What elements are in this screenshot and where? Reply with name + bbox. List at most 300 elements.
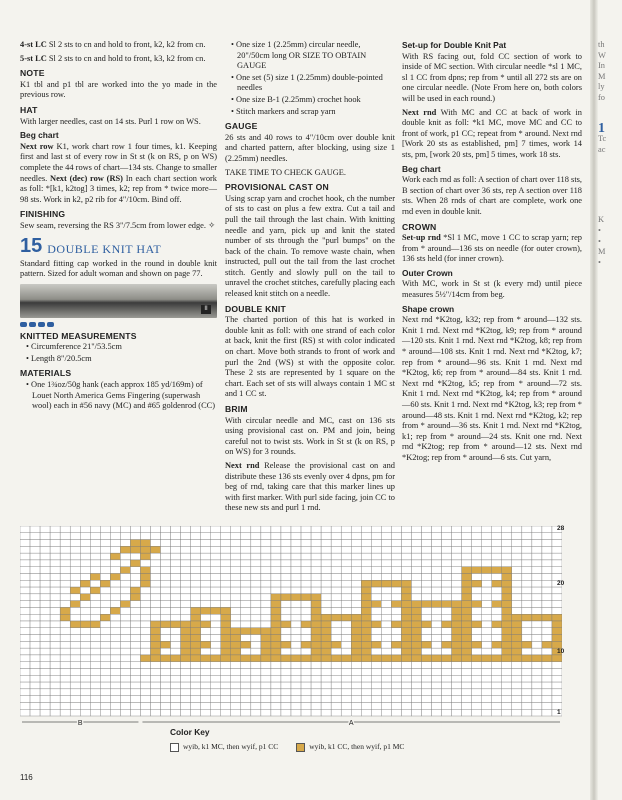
chart-cell bbox=[462, 662, 472, 669]
chart-cell bbox=[472, 648, 482, 655]
chart-cell bbox=[452, 655, 462, 662]
chart-cell bbox=[70, 669, 80, 676]
chart-cell bbox=[120, 669, 130, 676]
chart-cell bbox=[512, 641, 522, 648]
list-item: • One set (5) size 1 (2.25mm) double-pointed needles bbox=[231, 73, 395, 94]
gauge-check: TAKE TIME TO CHECK GAUGE. bbox=[225, 167, 346, 177]
edge-line: ly bbox=[598, 82, 605, 92]
chart-cell bbox=[221, 702, 231, 709]
chart-cell bbox=[482, 662, 492, 669]
chart-cell bbox=[130, 635, 140, 642]
chart-cell bbox=[311, 696, 321, 703]
chart-cell bbox=[472, 587, 482, 594]
chart-cell bbox=[110, 675, 120, 682]
chart-cell bbox=[341, 546, 351, 553]
chart-cell bbox=[512, 594, 522, 601]
chart-cell bbox=[301, 641, 311, 648]
chart-cell bbox=[311, 601, 321, 608]
chart-cell bbox=[100, 533, 110, 540]
chart-cell bbox=[432, 607, 442, 614]
chart-cell bbox=[411, 635, 421, 642]
chart-cell bbox=[542, 675, 552, 682]
chart-cell bbox=[492, 546, 502, 553]
chart-cell bbox=[251, 682, 261, 689]
chart-cell bbox=[110, 682, 120, 689]
chart-cell bbox=[30, 675, 40, 682]
list-item: • One size B-1 (2.25mm) crochet hook bbox=[231, 95, 395, 106]
chart-cell bbox=[341, 669, 351, 676]
chart-cell bbox=[311, 628, 321, 635]
chart-cell bbox=[191, 655, 201, 662]
chart-cell bbox=[231, 655, 241, 662]
hat-text: With larger needles, cast on 14 sts. Purl 1 row on WS. bbox=[20, 116, 201, 126]
chart-cell bbox=[371, 580, 381, 587]
chart-cell bbox=[20, 574, 30, 581]
chart-cell bbox=[371, 682, 381, 689]
chart-cell bbox=[161, 689, 171, 696]
column-3 bbox=[402, 40, 582, 467]
chart-cell bbox=[452, 526, 462, 533]
chart-cell bbox=[432, 696, 442, 703]
chart-cell bbox=[361, 540, 371, 547]
chart-cell bbox=[371, 709, 381, 716]
chart-cell bbox=[341, 696, 351, 703]
chart-cell bbox=[502, 614, 512, 621]
chart-cell bbox=[311, 709, 321, 716]
chart-cell bbox=[291, 574, 301, 581]
chart-cell bbox=[60, 675, 70, 682]
chart-cell bbox=[532, 702, 542, 709]
chart-cell bbox=[401, 567, 411, 574]
chart-cell bbox=[391, 546, 401, 553]
chart-cell bbox=[442, 594, 452, 601]
chart-cell bbox=[20, 580, 30, 587]
chart-cell bbox=[201, 628, 211, 635]
chart-cell bbox=[311, 689, 321, 696]
chart-cell bbox=[452, 567, 462, 574]
list-item: • One size 1 (2.25mm) circular needle, 20"/50cm long OR SIZE TO OBTAIN GAUGE bbox=[231, 40, 395, 72]
chart-cell bbox=[351, 607, 361, 614]
chart-cell bbox=[50, 635, 60, 642]
chart-cell bbox=[522, 546, 532, 553]
chart-cell bbox=[40, 567, 50, 574]
chart-cell bbox=[421, 669, 431, 676]
chart-cell bbox=[331, 696, 341, 703]
chart-cell bbox=[281, 601, 291, 608]
chart-cell bbox=[241, 540, 251, 547]
chart-cell bbox=[271, 607, 281, 614]
chart-cell bbox=[351, 594, 361, 601]
chart-cell bbox=[331, 675, 341, 682]
chart-cell bbox=[472, 614, 482, 621]
chart-cell bbox=[120, 675, 130, 682]
chart-cell bbox=[150, 574, 160, 581]
chart-cell bbox=[542, 540, 552, 547]
beg-chart-heading: Beg chart bbox=[20, 130, 59, 141]
chart-cell bbox=[90, 702, 100, 709]
chart-cell bbox=[161, 580, 171, 587]
chart-cell bbox=[120, 614, 130, 621]
chart-cell bbox=[502, 587, 512, 594]
chart-cell bbox=[401, 682, 411, 689]
chart-cell bbox=[512, 546, 522, 553]
chart-cell bbox=[502, 580, 512, 587]
chart-cell bbox=[90, 621, 100, 628]
chart-cell bbox=[50, 526, 60, 533]
chart-cell bbox=[30, 594, 40, 601]
chart-cell bbox=[60, 601, 70, 608]
chart-cell bbox=[411, 574, 421, 581]
chart-cell bbox=[140, 655, 150, 662]
chart-cell bbox=[361, 702, 371, 709]
chart-cell bbox=[301, 655, 311, 662]
chart-cell bbox=[311, 594, 321, 601]
chart-cell bbox=[241, 648, 251, 655]
chart-cell bbox=[130, 696, 140, 703]
chart-cell bbox=[150, 621, 160, 628]
chart-cell bbox=[421, 675, 431, 682]
chart-cell bbox=[120, 574, 130, 581]
chart-cell bbox=[452, 587, 462, 594]
chart-cell bbox=[442, 709, 452, 716]
chart-cell bbox=[462, 702, 472, 709]
chart-cell bbox=[381, 655, 391, 662]
chart-cell bbox=[60, 689, 70, 696]
chart-cell bbox=[522, 567, 532, 574]
chart-cell bbox=[60, 607, 70, 614]
chart-cell bbox=[161, 662, 171, 669]
chart-cell bbox=[472, 628, 482, 635]
chart-cell bbox=[512, 574, 522, 581]
chart-cell bbox=[50, 614, 60, 621]
chart-cell bbox=[100, 641, 110, 648]
chart-cell bbox=[321, 696, 331, 703]
chart-cell bbox=[150, 567, 160, 574]
chart-cell bbox=[371, 560, 381, 567]
chart-cell bbox=[331, 526, 341, 533]
chart-cell bbox=[60, 614, 70, 621]
chart-cell bbox=[110, 607, 120, 614]
chart-cell bbox=[532, 628, 542, 635]
chart-cell bbox=[30, 702, 40, 709]
chart-cell bbox=[532, 641, 542, 648]
chart-cell bbox=[522, 614, 532, 621]
chart-cell bbox=[130, 648, 140, 655]
chart-cell bbox=[211, 628, 221, 635]
chart-cell bbox=[110, 567, 120, 574]
chart-cell bbox=[361, 696, 371, 703]
chart-cell bbox=[442, 641, 452, 648]
chart-cell bbox=[341, 621, 351, 628]
chart-cell bbox=[130, 682, 140, 689]
chart-cell bbox=[130, 540, 140, 547]
chart-cell bbox=[150, 526, 160, 533]
chart-cell bbox=[251, 621, 261, 628]
chart-cell bbox=[331, 587, 341, 594]
chart-cell bbox=[522, 526, 532, 533]
chart-row-label: 1 bbox=[557, 708, 561, 716]
chart-cell bbox=[432, 533, 442, 540]
chart-cell bbox=[150, 607, 160, 614]
chart-cell bbox=[321, 648, 331, 655]
chart-cell bbox=[90, 669, 100, 676]
chart-cell bbox=[351, 628, 361, 635]
chart-cell bbox=[482, 540, 492, 547]
chart-cell bbox=[381, 689, 391, 696]
chart-cell bbox=[271, 669, 281, 676]
chart-cell bbox=[331, 560, 341, 567]
chart-cell bbox=[181, 553, 191, 560]
chart-cell bbox=[492, 594, 502, 601]
chart-cell bbox=[20, 567, 30, 574]
chart-cell bbox=[241, 675, 251, 682]
chart-cell bbox=[50, 682, 60, 689]
chart-cell bbox=[70, 560, 80, 567]
chart-cell bbox=[80, 635, 90, 642]
chart-cell bbox=[311, 648, 321, 655]
chart-cell bbox=[191, 546, 201, 553]
chart-cell bbox=[50, 709, 60, 716]
chart-cell bbox=[482, 587, 492, 594]
chart-cell bbox=[150, 533, 160, 540]
chart-cell bbox=[60, 580, 70, 587]
chart-cell bbox=[381, 567, 391, 574]
chart-cell bbox=[522, 675, 532, 682]
chart-cell bbox=[100, 574, 110, 581]
chart-cell bbox=[542, 682, 552, 689]
chart-cell bbox=[70, 601, 80, 608]
page-gutter bbox=[590, 0, 598, 800]
chart-cell bbox=[522, 689, 532, 696]
chart-cell bbox=[371, 628, 381, 635]
chart-cell bbox=[361, 580, 371, 587]
chart-cell bbox=[120, 567, 130, 574]
chart-cell bbox=[341, 709, 351, 716]
chart-cell bbox=[140, 580, 150, 587]
chart-cell bbox=[301, 574, 311, 581]
chart-cell bbox=[140, 567, 150, 574]
chart-cell bbox=[221, 669, 231, 676]
chart-cell bbox=[130, 675, 140, 682]
edge-line: W bbox=[598, 50, 606, 60]
chart-cell bbox=[251, 580, 261, 587]
chart-cell bbox=[512, 628, 522, 635]
chart-cell bbox=[301, 621, 311, 628]
chart-cell bbox=[452, 580, 462, 587]
chart-cell bbox=[351, 540, 361, 547]
chart-cell bbox=[361, 662, 371, 669]
chart-cell bbox=[20, 607, 30, 614]
chart-cell bbox=[442, 689, 452, 696]
chart-cell bbox=[271, 696, 281, 703]
chart-cell bbox=[391, 587, 401, 594]
chart-cell bbox=[472, 669, 482, 676]
chart-cell bbox=[331, 669, 341, 676]
chart-cell bbox=[171, 702, 181, 709]
chart-cell bbox=[361, 669, 371, 676]
chart-cell bbox=[161, 641, 171, 648]
chart-cell bbox=[411, 696, 421, 703]
chart-cell bbox=[512, 553, 522, 560]
chart-cell bbox=[50, 669, 60, 676]
chart-cell bbox=[401, 540, 411, 547]
chart-cell bbox=[231, 702, 241, 709]
chart-cell bbox=[110, 621, 120, 628]
chart-cell bbox=[201, 533, 211, 540]
chart-cell bbox=[421, 567, 431, 574]
chart-cell bbox=[50, 580, 60, 587]
chart-cell bbox=[341, 614, 351, 621]
chart-cell bbox=[211, 641, 221, 648]
chart-cell bbox=[301, 533, 311, 540]
chart-cell bbox=[20, 669, 30, 676]
chart-cell bbox=[502, 526, 512, 533]
chart-cell bbox=[391, 607, 401, 614]
chart-cell bbox=[30, 580, 40, 587]
chart-cell bbox=[251, 675, 261, 682]
chart-cell bbox=[271, 662, 281, 669]
chart-cell bbox=[482, 628, 492, 635]
color-key-title: Color Key bbox=[170, 727, 210, 737]
chart-cell bbox=[421, 628, 431, 635]
chart-cell bbox=[251, 607, 261, 614]
chart-cell bbox=[20, 696, 30, 703]
chart-cell bbox=[130, 526, 140, 533]
chart-cell bbox=[281, 655, 291, 662]
chart-cell bbox=[221, 540, 231, 547]
chart-cell bbox=[281, 669, 291, 676]
chart-cell bbox=[512, 587, 522, 594]
gauge-heading: GAUGE bbox=[225, 121, 258, 132]
chart-cell bbox=[492, 601, 502, 608]
chart-cell bbox=[181, 648, 191, 655]
chart-cell bbox=[432, 621, 442, 628]
chart-cell bbox=[261, 567, 271, 574]
chart-cell bbox=[90, 614, 100, 621]
chart-cell bbox=[211, 635, 221, 642]
chart-cell bbox=[381, 696, 391, 703]
chart-cell bbox=[301, 580, 311, 587]
chart-cell bbox=[90, 567, 100, 574]
chart-cell bbox=[401, 689, 411, 696]
chart-cell bbox=[251, 662, 261, 669]
chart-cell bbox=[361, 614, 371, 621]
chart-cell bbox=[482, 601, 492, 608]
chart-cell bbox=[522, 641, 532, 648]
chart-cell bbox=[80, 594, 90, 601]
chart-cell bbox=[50, 675, 60, 682]
chart-cell bbox=[512, 648, 522, 655]
chart-cell bbox=[351, 614, 361, 621]
chart-cell bbox=[542, 587, 552, 594]
chart-cell bbox=[291, 702, 301, 709]
chart-cell bbox=[211, 560, 221, 567]
cc-swatch bbox=[296, 743, 305, 752]
chart-cell bbox=[492, 675, 502, 682]
chart-cell bbox=[70, 682, 80, 689]
chart-cell bbox=[442, 682, 452, 689]
chart-cell bbox=[381, 709, 391, 716]
chart-cell bbox=[40, 540, 50, 547]
chart-cell bbox=[70, 574, 80, 581]
chart-cell bbox=[271, 526, 281, 533]
chart-cell bbox=[361, 607, 371, 614]
chart-cell bbox=[161, 594, 171, 601]
chart-cell bbox=[371, 669, 381, 676]
chart-cell bbox=[391, 689, 401, 696]
chart-cell bbox=[341, 540, 351, 547]
chart-cell bbox=[90, 574, 100, 581]
chart-cell bbox=[171, 587, 181, 594]
chart-cell bbox=[231, 614, 241, 621]
chart-cell bbox=[231, 662, 241, 669]
chart-cell bbox=[301, 587, 311, 594]
chart-cell bbox=[432, 587, 442, 594]
chart-cell bbox=[40, 614, 50, 621]
chart-cell bbox=[452, 621, 462, 628]
chart-cell bbox=[130, 614, 140, 621]
chart-cell bbox=[421, 682, 431, 689]
chart-cell bbox=[130, 533, 140, 540]
chart-cell bbox=[411, 594, 421, 601]
chart-cell bbox=[161, 574, 171, 581]
chart-cell bbox=[401, 628, 411, 635]
chart-cell bbox=[50, 621, 60, 628]
brim-text: With circular needle and MC, cast on 136 sts using provisional cast on. PM and join, being careful not to twist sts. Work in St st (k on RS, p on WS) for 3 rounds. bbox=[225, 415, 395, 457]
chart-cell bbox=[522, 682, 532, 689]
chart-cell bbox=[80, 614, 90, 621]
chart-cell bbox=[251, 669, 261, 676]
chart-cell bbox=[120, 533, 130, 540]
chart-cell bbox=[281, 614, 291, 621]
chart-cell bbox=[20, 594, 30, 601]
chart-cell bbox=[492, 682, 502, 689]
chart-cell bbox=[251, 689, 261, 696]
chart-cell bbox=[371, 662, 381, 669]
chart-cell bbox=[512, 709, 522, 716]
chart-cell bbox=[30, 696, 40, 703]
chart-cell bbox=[60, 533, 70, 540]
chart-cell bbox=[50, 628, 60, 635]
chart-cell bbox=[70, 546, 80, 553]
chart-cell bbox=[60, 628, 70, 635]
chart-cell bbox=[70, 655, 80, 662]
outer-crown-heading: Outer Crown bbox=[402, 267, 453, 278]
chart-cell bbox=[221, 621, 231, 628]
chart-cell bbox=[331, 546, 341, 553]
chart-cell bbox=[201, 648, 211, 655]
chart-cell bbox=[442, 526, 452, 533]
chart-cell bbox=[181, 594, 191, 601]
chart-cell bbox=[120, 641, 130, 648]
chart-cell bbox=[361, 689, 371, 696]
chart-cell bbox=[542, 641, 552, 648]
chart-cell bbox=[80, 689, 90, 696]
chart-cell bbox=[482, 574, 492, 581]
chart-cell bbox=[522, 560, 532, 567]
chart-cell bbox=[50, 641, 60, 648]
chart-cell bbox=[90, 655, 100, 662]
chart-cell bbox=[371, 553, 381, 560]
chart-cell bbox=[20, 533, 30, 540]
chart-cell bbox=[201, 689, 211, 696]
chart-cell bbox=[241, 574, 251, 581]
chart-cell bbox=[321, 594, 331, 601]
chart-cell bbox=[251, 635, 261, 642]
chart-cell bbox=[130, 574, 140, 581]
chart-cell bbox=[90, 662, 100, 669]
chart-cell bbox=[80, 607, 90, 614]
